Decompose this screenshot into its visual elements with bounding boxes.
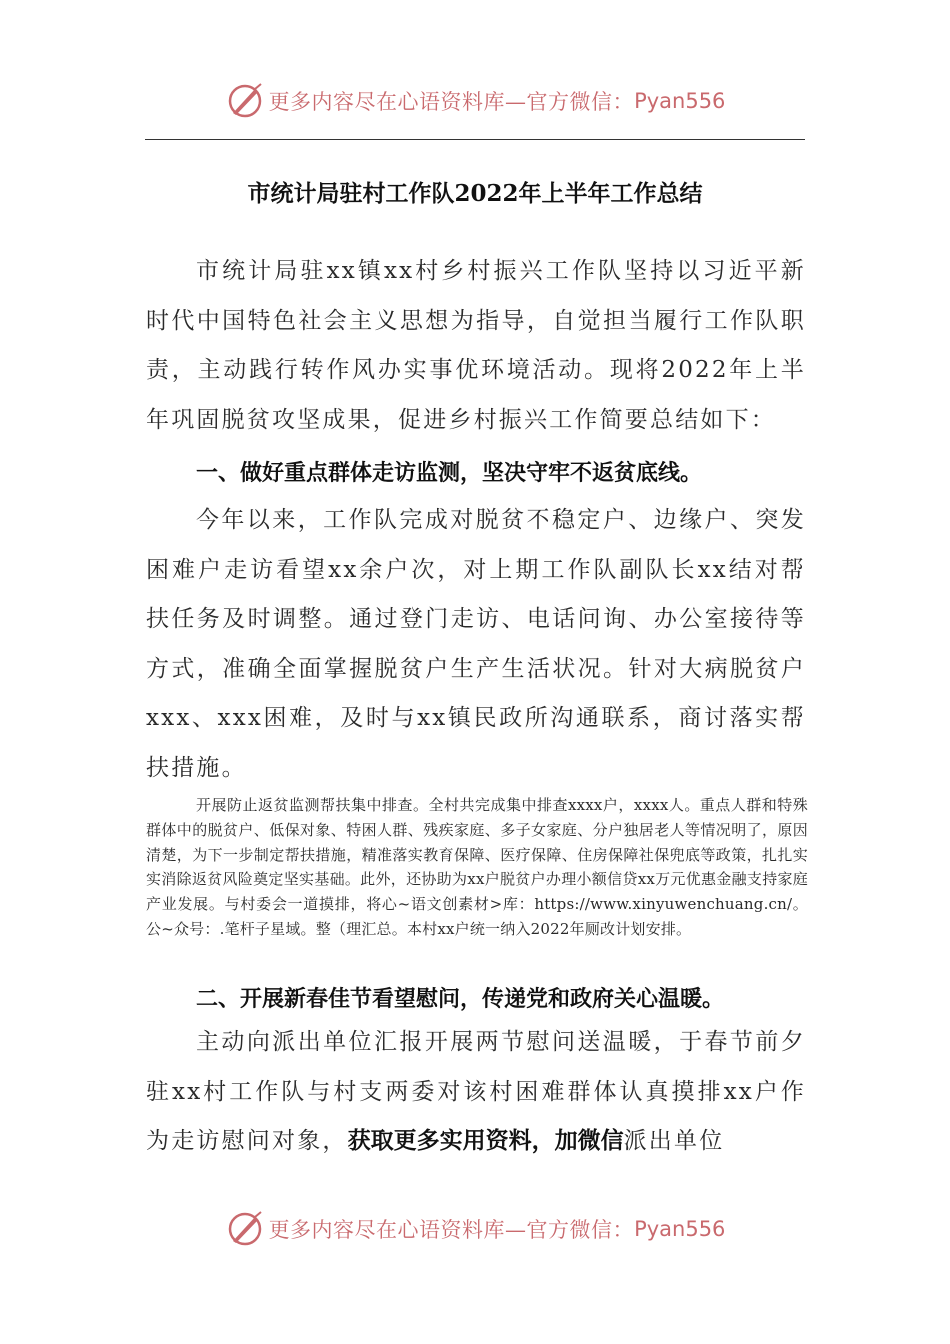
section2-text-a: 主动向派出单位汇报开展两节慰问送温暖，于春节前夕驻xx村工作队与村支两委对该村困难群体认真摸排xx户作为走访慰问对象，	[146, 1029, 806, 1154]
footer-banner	[0, 1206, 950, 1252]
section1-heading: 一、做好重点群体走访监测，坚决守牢不返贫底线。	[196, 461, 703, 486]
intro-paragraph: 市统计局驻xx镇xx村乡村振兴工作队坚持以习近平新时代中国特色社会主义思想为指导，自觉担当履行工作队职责，主动践行转作风办实事优环境活动。现将2022年上半年巩固脱贫攻坚成果，促进乡村振兴工作简要总结如下：	[146, 258, 806, 433]
header-divider	[145, 139, 805, 140]
banner-text: 更多内容尽在心语资料库—官方微信：	[268, 90, 635, 114]
document-title: 市统计局驻村工作队2022年上半年工作总结	[247, 180, 703, 207]
banner-wechat-id: Pyan556	[634, 1217, 726, 1241]
section2-text-c: 派出单位	[623, 1128, 725, 1154]
banner-text: 更多内容尽在心语资料库—官方微信：	[268, 1218, 635, 1242]
quill-logo-icon	[225, 1209, 265, 1249]
section2-paragraph	[146, 1018, 806, 1167]
section1-paragraph: 今年以来，工作队完成对脱贫不稳定户、边缘户、突发困难户走访看望xx余户次，对上期工作队副队长xx结对帮扶任务及时调整。通过登门走访、电话问询、办公室接待等方式，准确全面掌握脱贫户生产生活状况。针对大病脱贫户xxx、xxx困难，及时与xx镇民政所沟通联系，商讨落实帮扶措施。	[146, 507, 806, 781]
section1-detail-paragraph: 开展防止返贫监测帮扶集中排查。全村共完成集中排查xxxx户，xxxx人。重点人群和特殊群体中的脱贫户、低保对象、特困人群、残疾家庭、多子女家庭、分户独居老人等情况明了，原因清楚，为下一步制定帮扶措施，精准落实教育保障、医疗保障、住房保障社保兜底等政策，扎扎实实消除返贫风险奠定坚实基础。此外，还协助为xx户脱贫户办理小额信贷xx万元优惠金融支持家庭产业发展。与村委会一道摸排，将心~语文创素材>库：https://www.xinyuwenchuang.cn/。公~众号：.笔杆子星域。整（理汇总。本村xx户统一纳入2022年厕改计划安排。	[146, 796, 808, 938]
section2-heading: 二、开展新春佳节看望慰问，传递党和政府关心温暖。	[196, 987, 725, 1012]
banner-wechat-id: Pyan556	[634, 89, 726, 113]
section2-promo-text: 获取更多实用资料，加微信	[347, 1128, 624, 1154]
quill-logo-icon	[225, 81, 265, 121]
header-banner	[0, 78, 950, 124]
